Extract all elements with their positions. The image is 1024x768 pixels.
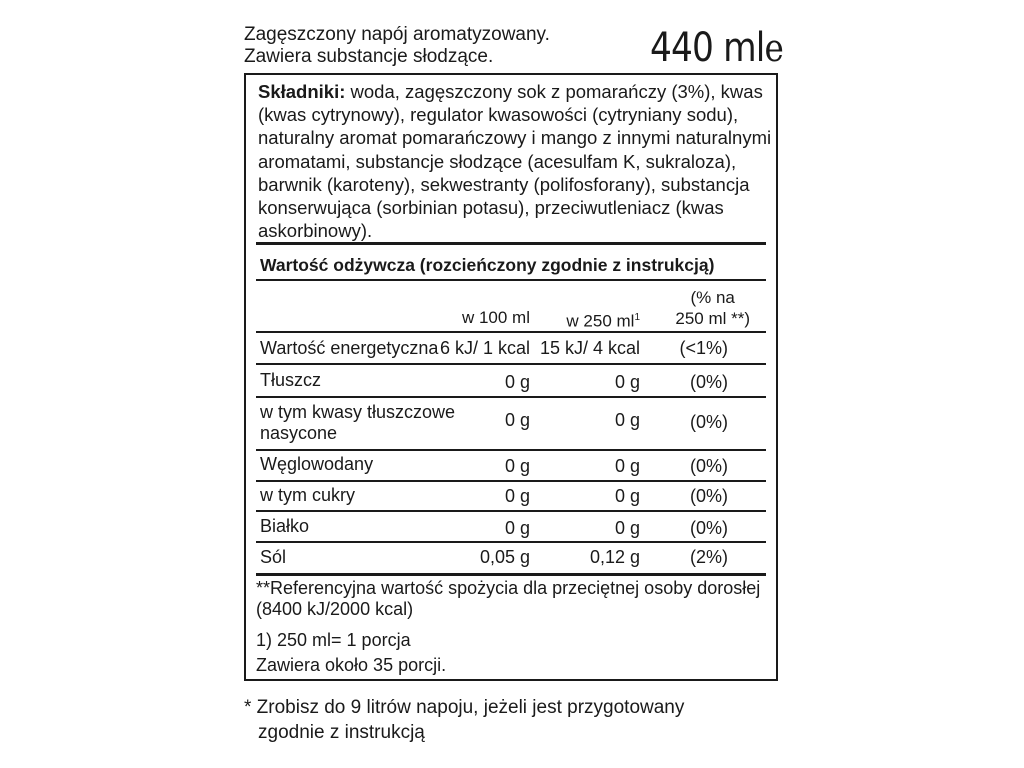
reference-intake-note-line2: (8400 kJ/2000 kcal) (256, 599, 414, 619)
nutrient-per100: 0 g (504, 410, 530, 430)
divider (256, 573, 766, 576)
nutrient-per100: 0 g (504, 518, 530, 538)
nutrient-per100: 0,05 g (479, 547, 530, 567)
product-description-line1: Zagęszczony napój aromatyzowany. (244, 24, 550, 45)
label-panel (244, 73, 778, 681)
volume-value: 440 ml (650, 25, 765, 71)
nutrient-name: w tym kwasy tłuszczowe nasycone (260, 402, 456, 443)
preparation-note-line2: zgodnie z instrukcją (258, 722, 425, 743)
nutrient-per100: 0 g (504, 456, 530, 476)
footnotes (256, 578, 776, 676)
nutrient-ri: (<1%) (679, 338, 728, 358)
nutrient-ri: (0%) (689, 518, 728, 538)
nutrient-ri: (0%) (689, 456, 728, 476)
nutrient-name: Białko (260, 516, 310, 536)
nutrition-title: Wartość odżywcza (rozcieńczony zgodnie z instrukcją) (260, 255, 715, 275)
nutrient-per250: 0 g (614, 456, 640, 476)
nutrient-per250: 0 g (614, 410, 640, 430)
nutrient-name: Wartość energetyczna (260, 338, 439, 358)
divider (256, 480, 766, 482)
nutrient-per100: 0 g (504, 486, 530, 506)
divider (256, 363, 766, 365)
nutrient-name: w tym cukry (260, 485, 356, 505)
nutrient-ri: (0%) (689, 412, 728, 432)
nutrient-per100: 0 g (504, 372, 530, 392)
col-header-ri (675, 287, 750, 329)
divider (256, 242, 766, 245)
product-description-line2: Zawiera substancje słodzące. (244, 46, 494, 67)
divider (256, 541, 766, 543)
nutrient-per100: 6 kJ/ 1 kcal (439, 338, 530, 358)
nutrient-per250: 0 g (614, 486, 640, 506)
divider (256, 331, 766, 333)
col-header-ri-line1: (% na (690, 288, 735, 307)
nutrient-per250: 0 g (614, 372, 640, 392)
nutrient-ri: (0%) (689, 372, 728, 392)
nutrient-per250: 0 g (614, 518, 640, 538)
divider (256, 396, 766, 398)
nutrient-per250: 15 kJ/ 4 kcal (539, 338, 640, 358)
ingredients-block (258, 80, 778, 242)
preparation-note-line1: * Zrobisz do 9 litrów napoju, jeżeli jest przygotowany (244, 697, 685, 718)
col-header-ri-line2: 250 ml **) (675, 309, 750, 328)
divider (256, 449, 766, 451)
nutrient-name: Sól (260, 547, 287, 567)
portion-note: 1) 250 ml= 1 porcja (256, 630, 411, 650)
col-header-per100: w 100 ml (461, 308, 530, 327)
ingredients-text: woda, zagęszczony sok z pomarańczy (3%), kwas (kwas cytrynowy), regulator kwasowości (cytryniany sodu), naturalny aromat pomarańczowy i mango z innymi naturalnymi aromatami, substancje słodzące (acesulfam K, sukraloza), barwnik (karoteny), sekwestranty (polifosforany), substancja konserwująca (sorbinian potasu), przeciwutleniacz (kwas askorbinowy). (258, 81, 772, 242)
divider (256, 510, 766, 512)
nutrient-ri: (0%) (689, 486, 728, 506)
ingredients-label: Składniki: (258, 81, 346, 102)
servings-note: Zawiera około 35 porcji. (256, 655, 447, 675)
nutrient-per250: 0,12 g (589, 547, 640, 567)
estimated-sign-e: e (764, 26, 784, 70)
col-header-per250: w 250 $ml^1$ (566, 311, 640, 331)
reference-intake-note-line1: **Referencyjna wartość spożycia dla przeciętnej osoby dorosłej (256, 578, 761, 598)
nutrient-name: Węglowodany (260, 454, 374, 474)
divider (256, 279, 766, 281)
net-volume (650, 24, 784, 72)
preparation-note (244, 695, 684, 745)
nutrient-name: Tłuszcz (260, 370, 322, 390)
nutrient-ri: (2%) (689, 547, 728, 567)
